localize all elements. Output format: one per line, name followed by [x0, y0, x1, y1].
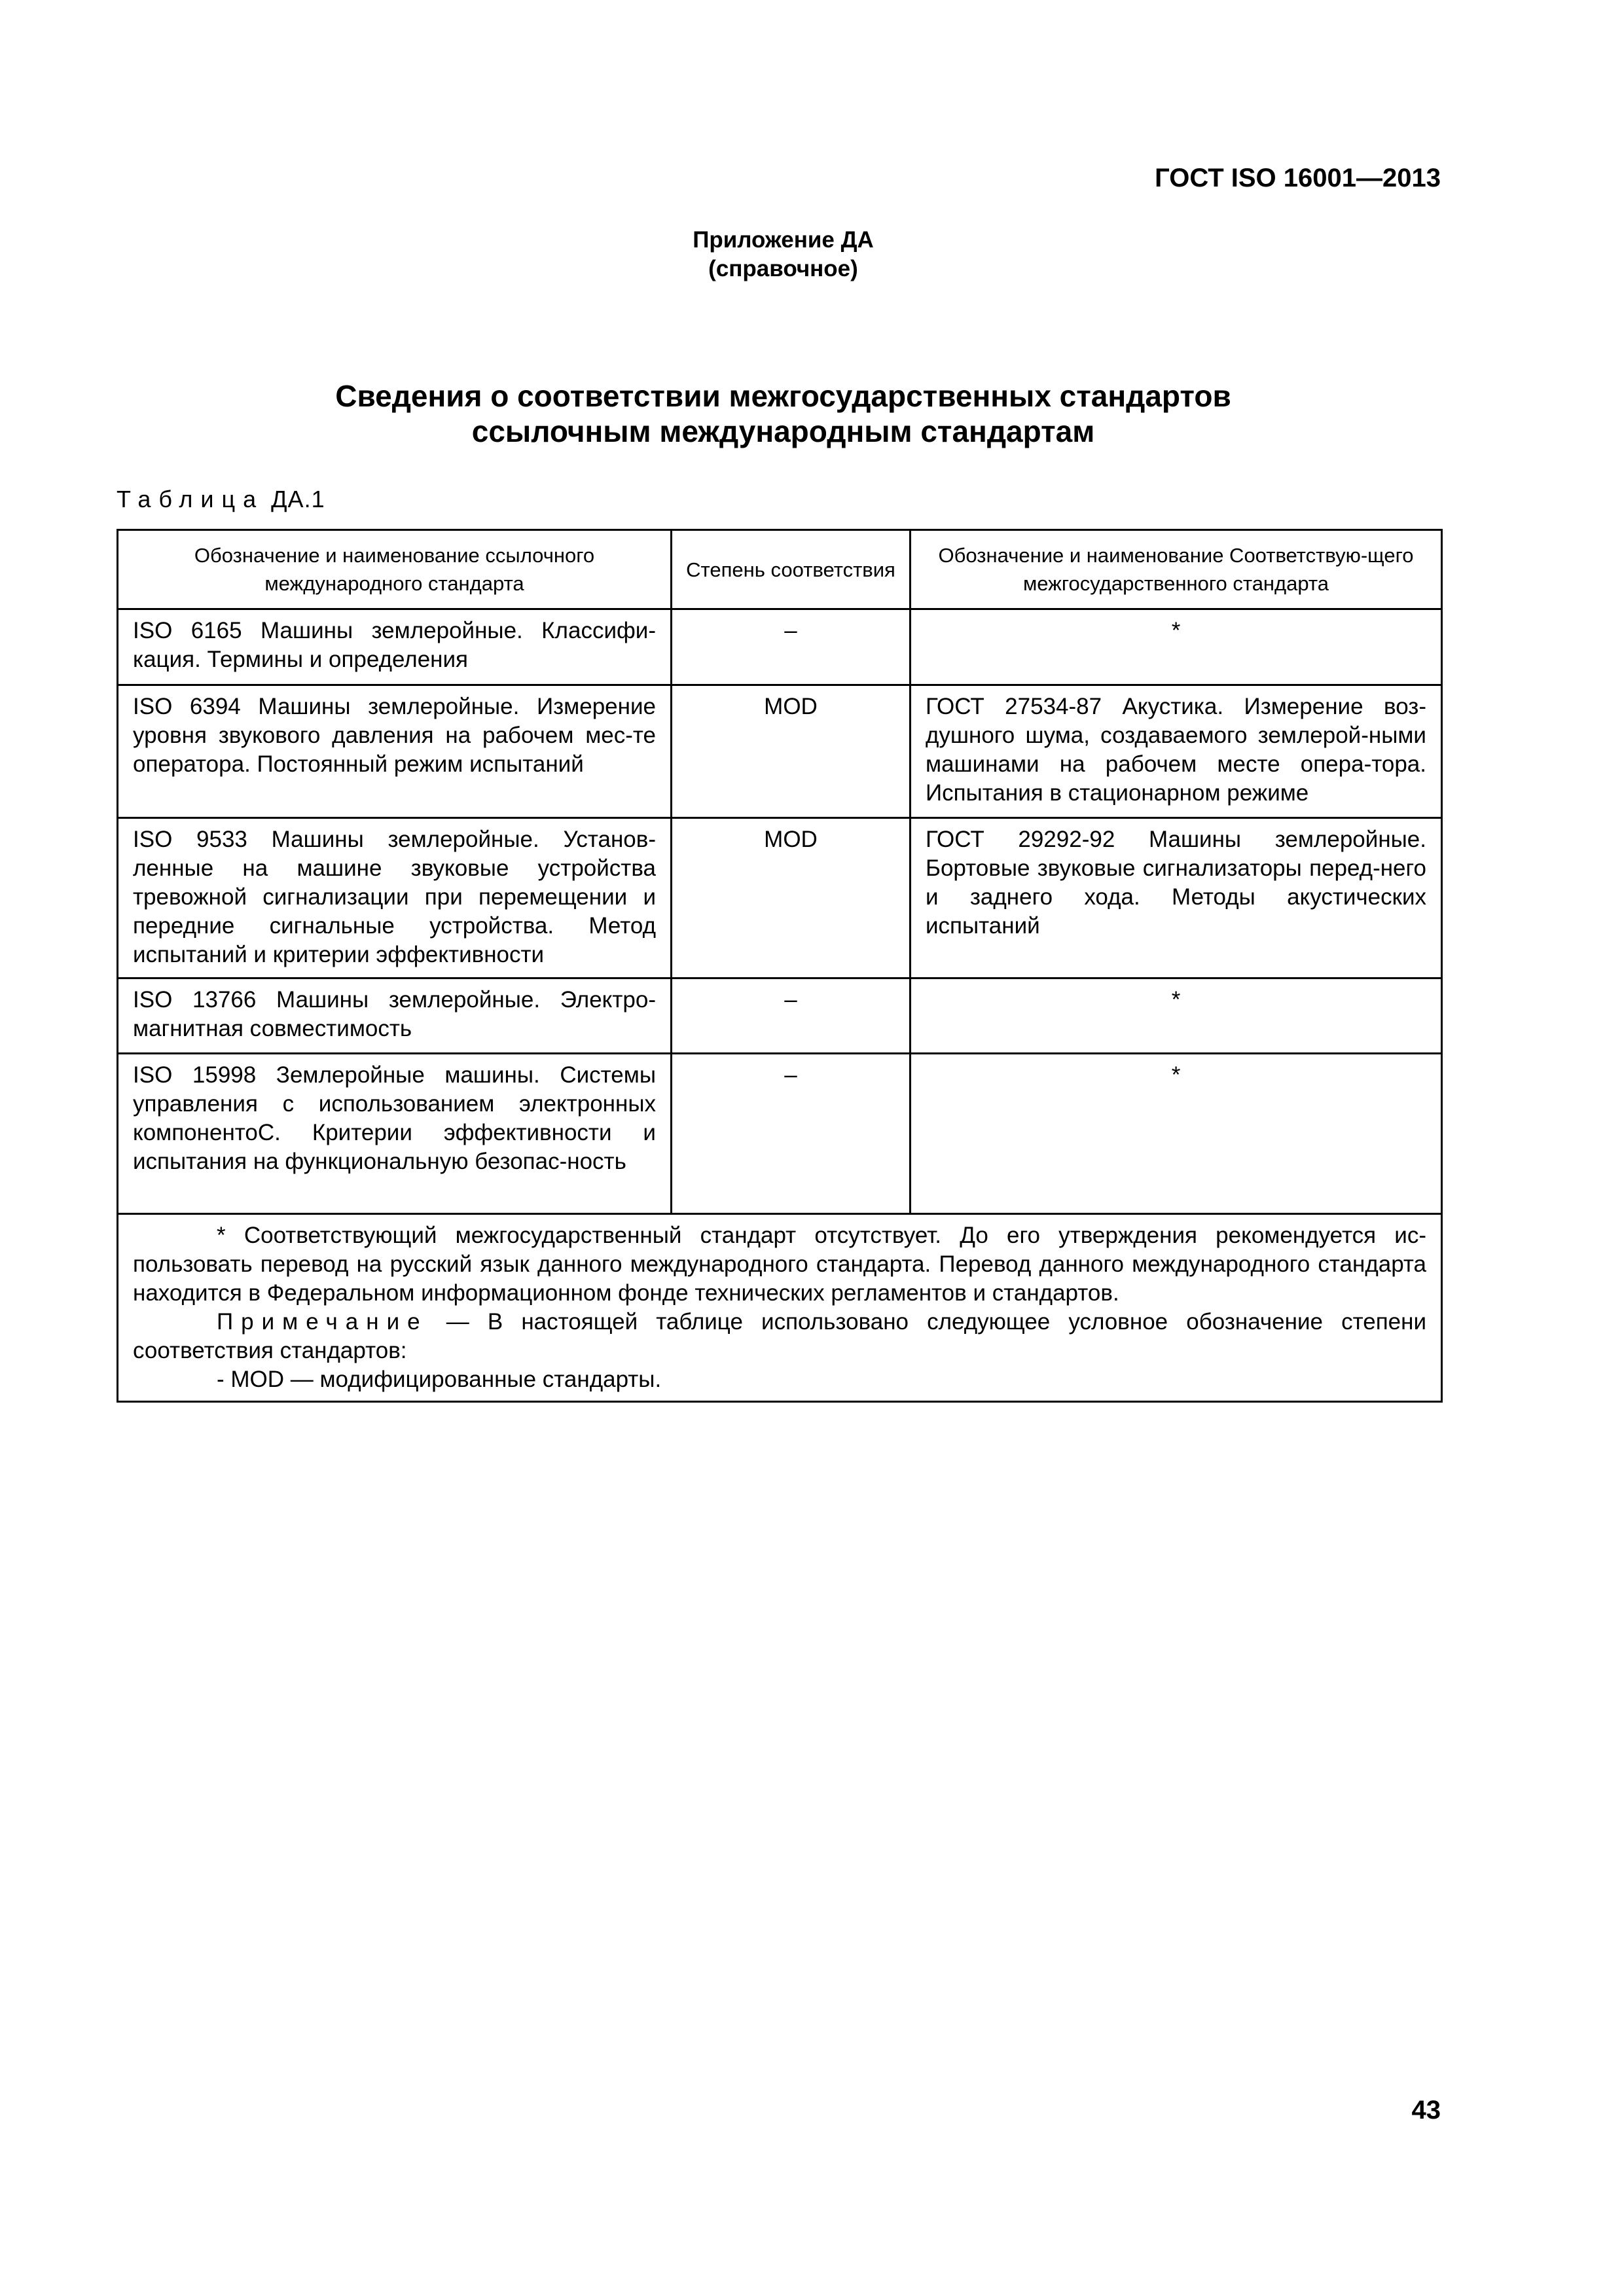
table-row	[118, 685, 1442, 818]
table-note	[133, 1308, 1426, 1365]
annex-title: Приложение ДА	[693, 227, 874, 253]
table-row	[118, 818, 1442, 978]
note-label: Примечание	[217, 1309, 428, 1335]
cell-degree: MOD	[672, 685, 911, 818]
document-code: ГОСТ ISO 16001—2013	[1155, 164, 1441, 192]
cell-national: ГОСТ 29292-92 Машины землеройные. Бортовые звуковые сигнализаторы перед-него и заднего хода. Методы акустических испытаний	[911, 818, 1442, 978]
note-item: - MOD — модифицированные стандарты.	[217, 1367, 662, 1392]
table-caption-word: Таблица	[117, 486, 264, 512]
table-notes	[118, 1214, 1442, 1402]
cell-international: ISO 13766 Машины землеройные. Электро-магнитная совместимость	[118, 978, 672, 1054]
cell-national: *	[911, 1054, 1442, 1214]
cell-degree: –	[672, 609, 911, 685]
cell-national: ГОСТ 27534-87 Акустика. Измерение воз-душного шума, создаваемого землерой-ными машинами на рабочем месте опера-тора. Испытания в стационарном режиме	[911, 685, 1442, 818]
cell-national: *	[911, 978, 1442, 1054]
table-notes-row	[118, 1214, 1442, 1402]
annex-heading	[0, 226, 1566, 283]
section-title-line-1: Сведения о соответствии межгосударственных стандартов	[335, 379, 1231, 413]
table-row	[118, 609, 1442, 685]
annex-subtitle: (справочное)	[708, 256, 858, 281]
cell-degree: –	[672, 978, 911, 1054]
table-caption	[117, 486, 325, 513]
cell-international: ISO 6165 Машины землеройные. Классифи-кация. Термины и определения	[118, 609, 672, 685]
table-header-row	[118, 530, 1442, 609]
header-international-standard: Обозначение и наименование ссылочного международного стандарта	[118, 530, 672, 609]
cell-international: ISO 9533 Машины землеройные. Установ-ленные на машине звуковые устройства тревожной сигнализации при перемещении и передние сигнальные устройства. Метод испытаний и критерии эффективности	[118, 818, 672, 978]
header-national-standard: Обозначение и наименование Соответствую-щего межгосударственного стандарта	[911, 530, 1442, 609]
cell-national: *	[911, 609, 1442, 685]
section-title-line-2: ссылочным международным стандартам	[471, 414, 1095, 448]
cell-degree: –	[672, 1054, 911, 1214]
cell-degree: MOD	[672, 818, 911, 978]
table-footnote: * Соответствующий межгосударственный стандарт отсутствует. До его утверждения рекомендуется ис-пользовать перевод на русский язык данного международного стандарта. Перевод данного международного стандарта находится в Федеральном информационном фонде технических регламентов и стандартов.	[133, 1223, 1426, 1306]
section-title	[0, 378, 1566, 449]
table-caption-number: ДА.1	[271, 486, 325, 512]
page-number: 43	[1411, 2096, 1441, 2125]
table-row	[118, 1054, 1442, 1214]
table-row	[118, 978, 1442, 1054]
header-degree-of-correspondence: Степень соответствия	[672, 530, 911, 609]
cell-international: ISO 6394 Машины землеройные. Измерение уровня звукового давления на рабочем мес-те оператора. Постоянный режим испытаний	[118, 685, 672, 818]
correspondence-table	[117, 529, 1443, 1403]
note-text: — В настоящей таблице использовано следующее условное обозначение степени соответствия стандартов:	[133, 1309, 1426, 1363]
cell-international: ISO 15998 Землеройные машины. Системы управления с использованием электронных компонентоС. Критерии эффективности и испытания на функциональную безопас-ность	[118, 1054, 672, 1214]
